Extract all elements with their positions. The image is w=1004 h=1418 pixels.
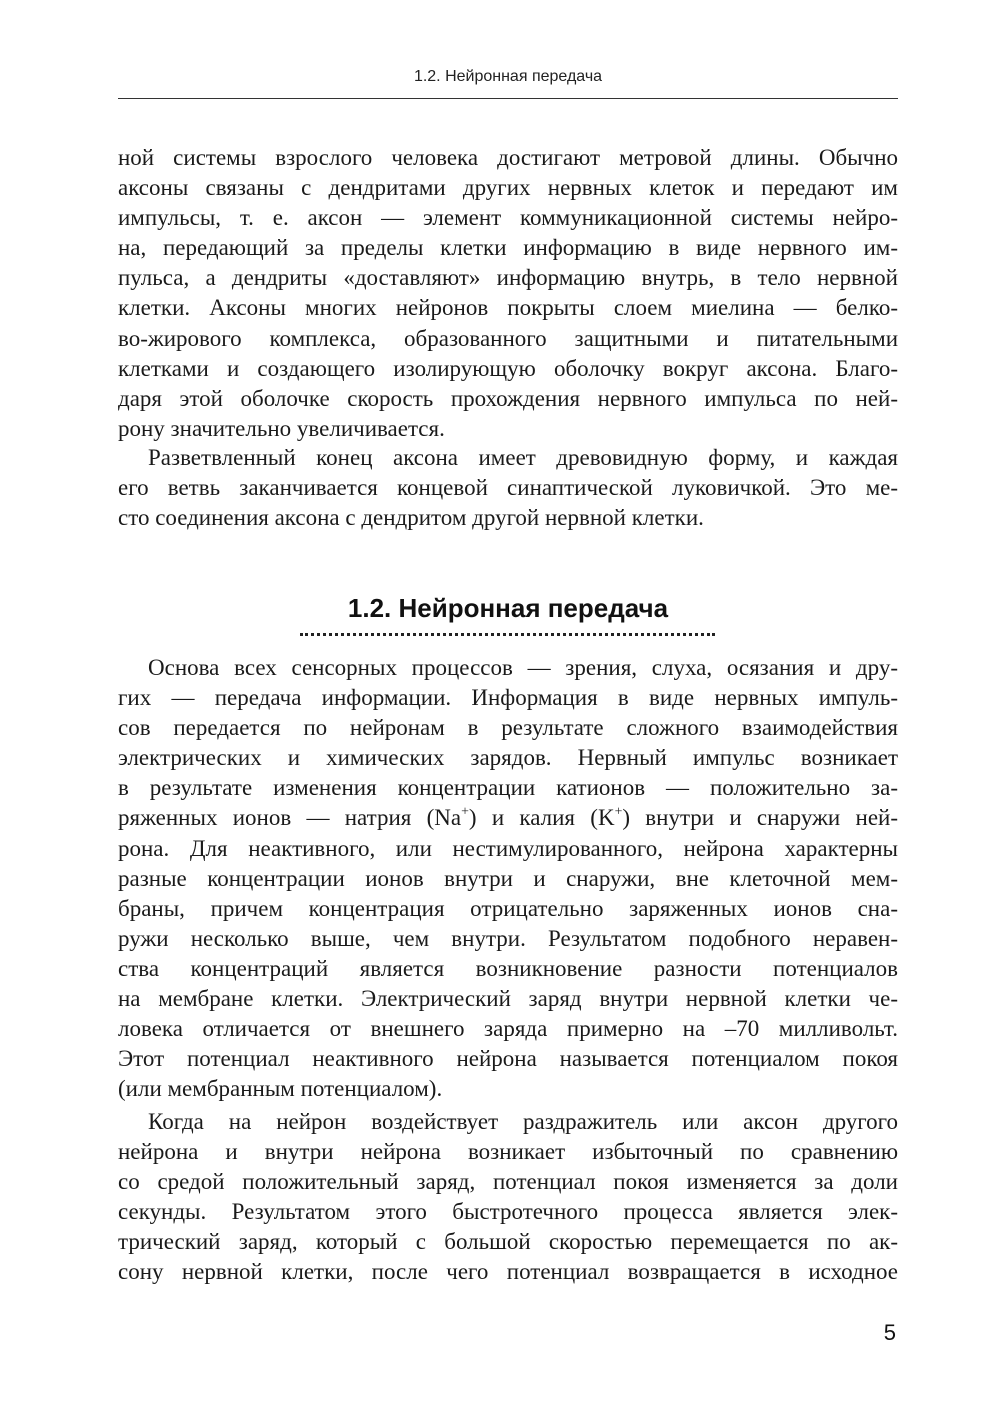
text-line: на, передающий за пределы клетки информацию в виде нервного им- [118, 235, 898, 261]
text-line: ства концентраций является возникновение разности потенциалов [118, 955, 898, 981]
sodium-charge: + [461, 803, 469, 819]
text-line: разные концентрации ионов внутри и снаружи, вне клеточной мем- [118, 865, 898, 891]
text-line: на мембране клетки. Электрический заряд внутри нервной клетки че- [118, 986, 898, 1012]
ions-text-a: ряженных ионов — натрия (Na [118, 805, 462, 831]
header-rule [118, 98, 898, 99]
text-line: Разветвленный конец аксона имеет древовидную форму, и каждая [148, 445, 898, 470]
text-line: (или мембранным потенциалом). [118, 1076, 443, 1102]
text-line: аксоны связаны с дендритами других нервных клеток и передают им [118, 175, 898, 201]
paragraph-4 [118, 1107, 898, 1288]
potassium-charge: + [614, 803, 623, 819]
text-line: секунды. Результатом этого быстротечного процесса является элек- [118, 1199, 898, 1225]
text-line: сону нервной клетки, после чего потенциал возвращается в исходное [118, 1259, 898, 1285]
text-line-ions [118, 803, 898, 833]
text-line: Когда на нейрон воздействует раздражитель или аксон другого [148, 1109, 898, 1134]
text-line: Этот потенциал неактивного нейрона называется потенциалом покоя [118, 1046, 898, 1072]
text-line: ловека отличается от внешнего заряда примерно на –70 милливольт. [118, 1016, 898, 1042]
text-line: в результате изменения концентрации катионов — положительно за- [118, 775, 898, 801]
text-line: ной системы взрослого человека достигают метровой длины. Обычно [118, 145, 898, 170]
text-line: пульса, а дендриты «доставляют» информацию внутрь, в тело нервной [118, 265, 898, 291]
paragraph-3 [118, 653, 898, 1104]
page-number: 5 [883, 1320, 896, 1345]
ions-text-b: ) и калия (K [468, 805, 615, 831]
text-line: рону значительно увеличивается. [118, 415, 445, 441]
text-line: Основа всех сенсорных процессов — зрения, слуха, осязания и дру- [148, 655, 898, 680]
text-line: клетками и создающего изолирующую оболочку вокруг аксона. Благо- [118, 355, 898, 381]
text-line: нейрона и внутри нейрона возникает избыточный по сравнению [118, 1139, 898, 1165]
text-line: электрических и химических зарядов. Нервный импульс возникает [118, 745, 898, 771]
ions-text-c: ) внутри и снаружи ней- [622, 805, 898, 831]
text-line: ружи несколько выше, чем внутри. Результатом подобного неравен- [118, 925, 898, 951]
text-line: импульсы, т. е. аксон — элемент коммуникационной системы нейро- [118, 205, 898, 231]
text-line: браны, причем концентрация отрицательно заряженных ионов сна- [118, 895, 898, 921]
text-line: во-жирового комплекса, образованного защитными и питательными [118, 325, 898, 351]
paragraph-2 [118, 443, 898, 533]
text-line: сто соединения аксона с дендритом другой нервной клетки. [118, 505, 704, 531]
text-line: сов передается по нейронам в результате сложного взаимодействия [118, 715, 898, 741]
text-line: со средой положительный заряд, потенциал покоя изменяется за доли [118, 1169, 898, 1195]
section-dotted-rule [300, 633, 715, 636]
paragraph-1 [118, 143, 898, 444]
text-line: клетки. Аксоны многих нейронов покрыты слоем миелина — белко- [118, 295, 898, 321]
running-head: 1.2. Нейронная передача [413, 68, 603, 85]
text-line: даря этой оболочке скорость прохождения нервного импульса по ней- [118, 385, 898, 411]
text-line: трический заряд, который с большой скоростью перемещается по ак- [118, 1229, 898, 1255]
text-line: гих — передача информации. Информация в виде нервных импуль- [118, 685, 898, 711]
section-title: 1.2. Нейронная передача [347, 593, 669, 623]
text-line: его ветвь заканчивается концевой синаптической луковичкой. Это ме- [118, 475, 898, 501]
text-line: рона. Для неактивного, или нестимулированного, нейрона характерны [118, 835, 898, 861]
